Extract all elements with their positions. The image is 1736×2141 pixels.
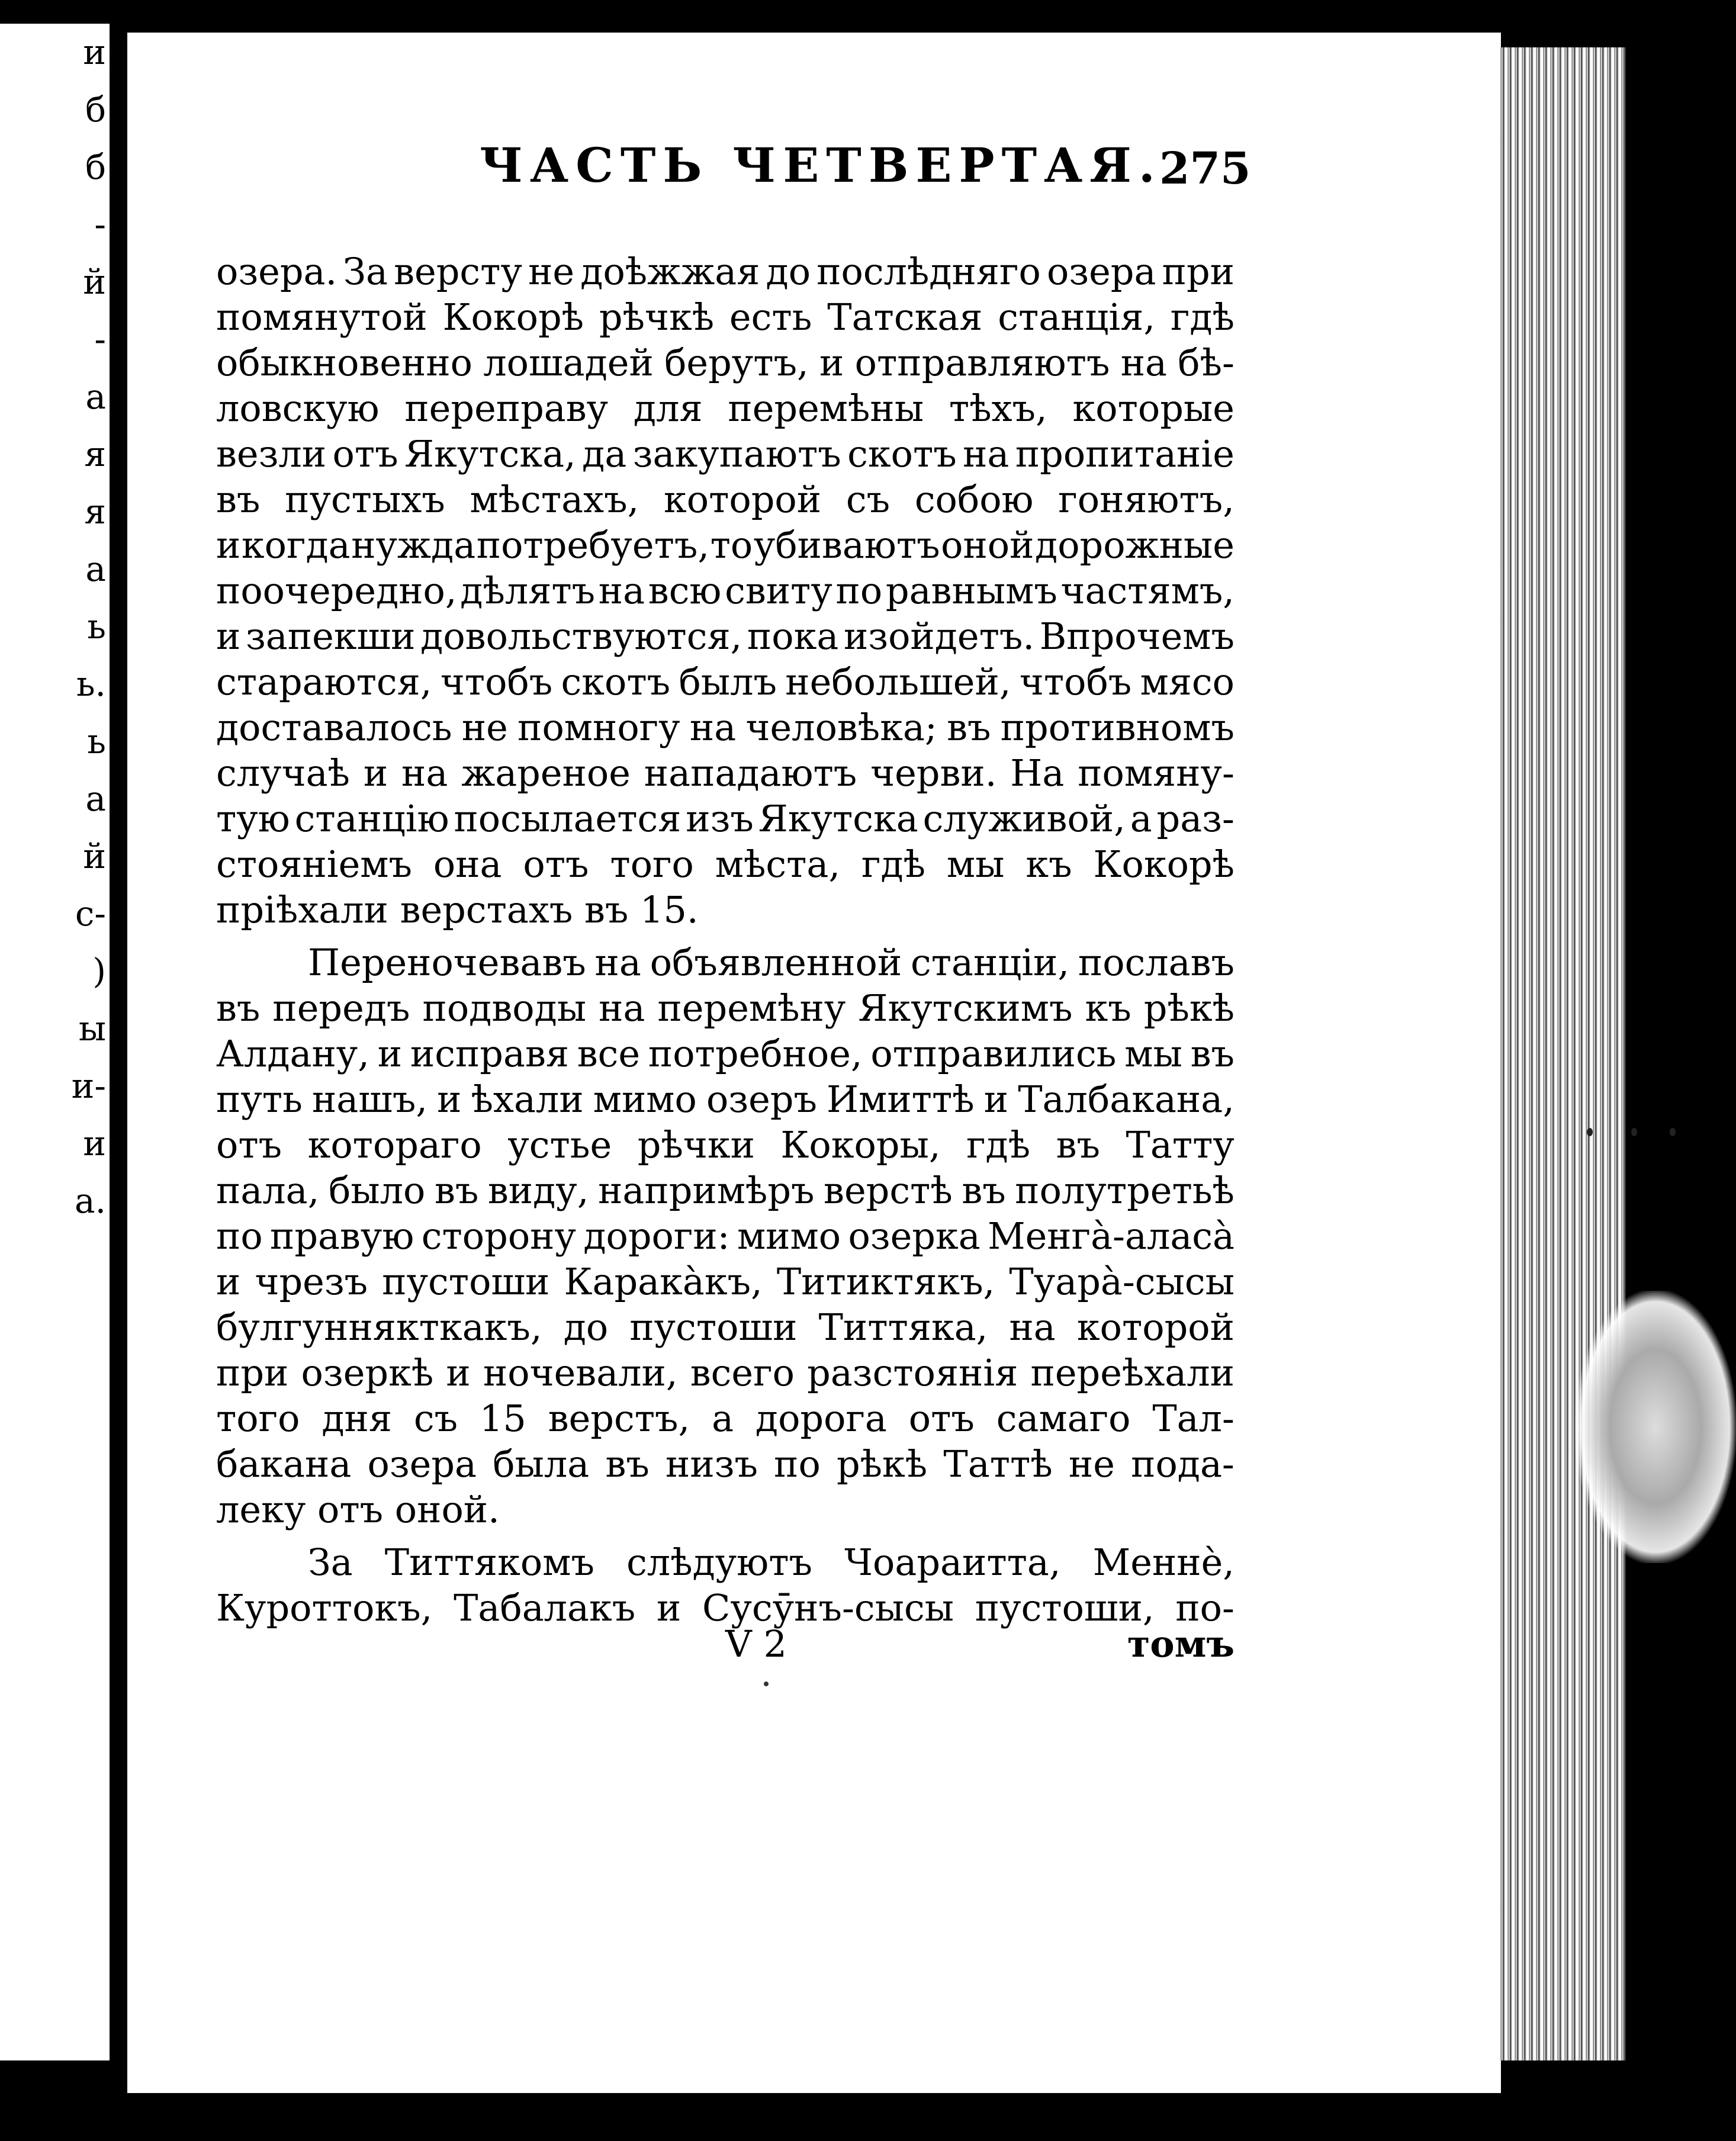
text-line: леку отъ оной. — [216, 1488, 500, 1531]
text-line: озера. За версту не доѣжжая до послѣдняго озера при — [216, 250, 1235, 293]
text-line: случаѣ и на жареное нападаютъ черви. На помяну- — [216, 751, 1235, 795]
ink-speck — [1670, 1128, 1676, 1136]
running-title: ЧАСТЬ ЧЕТВЕРТАЯ. — [480, 137, 1162, 193]
text-line: За Титтякомъ слѣдуютъ Чоараитта, Меннè, — [308, 1541, 1235, 1584]
paper-stain — [1575, 1291, 1736, 1563]
text-line: и чрезъ пустоши Каракàкъ, Титиктякъ, Туарà-сысы — [216, 1260, 1235, 1303]
text-line: въ передъ подводы на перемѣну Якутскимъ къ рѣкѣ — [216, 986, 1235, 1030]
margin-fragment: а — [85, 377, 106, 417]
margin-fragment: - — [94, 204, 106, 245]
margin-fragment: б — [85, 147, 106, 187]
text-line: Куроттокъ, Табалакъ и Сусӯнъ-сысы пустоши, по- — [216, 1586, 1235, 1629]
text-line: пріѣхали верстахъ въ 15. — [216, 888, 699, 931]
text-line: и запекши довольствуются, пока изойдетъ. Впрочемъ — [216, 615, 1235, 658]
margin-fragment: и — [83, 32, 106, 72]
margin-fragment: я — [84, 434, 106, 474]
page-header — [343, 114, 1291, 194]
margin-fragment: ь — [87, 721, 106, 761]
body-text — [216, 249, 1235, 1631]
text-line: Переночевавъ на объявленной станціи, пославъ — [308, 941, 1235, 984]
text-line: помянутой Кокорѣ рѣчкѣ есть Татская станція, гдѣ — [216, 295, 1235, 339]
margin-fragment: б — [85, 89, 106, 130]
margin-fragment: и- — [71, 1066, 106, 1106]
catchword: томъ — [1127, 1622, 1235, 1666]
margin-fragment: а — [85, 549, 106, 589]
page-fore-edge — [1498, 47, 1625, 2060]
margin-fragment: ь. — [76, 664, 106, 704]
book-gutter — [110, 0, 127, 2141]
text-line: стараются, чтобъ скотъ былъ небольшей, чтобъ мясо — [216, 660, 1235, 703]
text-line: поочередно, дѣлятъ на всю свиту по равнымъ частямъ, — [216, 569, 1235, 612]
text-line: при озеркѣ и ночевали, всего разстоянія переѣхали — [216, 1351, 1235, 1394]
text-line: стояніемъ она отъ того мѣста, гдѣ мы къ Кокорѣ — [216, 843, 1235, 886]
left-facing-page — [0, 24, 113, 2060]
margin-fragment: ь — [87, 606, 106, 647]
margin-fragment: с- — [75, 893, 106, 934]
ink-dot — [764, 1682, 769, 1686]
text-line: по правую сторону дороги: мимо озерка Менгà-аласà — [216, 1214, 1235, 1258]
text-line: бакана озера была въ низъ по рѣкѣ Таттѣ не пода- — [216, 1442, 1235, 1486]
text-line: въ пустыхъ мѣстахъ, которой съ собою гоняютъ, — [216, 478, 1235, 521]
margin-fragment: а. — [74, 1181, 106, 1221]
text-line: Алдану, и исправя все потребное, отправились мы въ — [216, 1032, 1235, 1075]
text-line: того дня съ 15 верстъ, а дорога отъ самаго Тал- — [216, 1397, 1235, 1440]
text-line: тую станцію посылается изъ Якутска служивой, а раз- — [216, 797, 1235, 840]
text-line: пала, было въ виду, напримѣръ верстѣ въ полутретьѣ — [216, 1169, 1235, 1212]
text-line: обыкновенно лошадей берутъ, и отправляютъ на бѣ- — [216, 341, 1235, 384]
margin-fragment: й — [83, 836, 106, 876]
margin-fragment: й — [83, 262, 106, 302]
text-line: ловскую переправу для перемѣны тѣхъ, которые — [216, 387, 1235, 430]
margin-fragment: я — [84, 491, 106, 532]
text-line: булгуннякткакъ, до пустоши Титтяка, на которой — [216, 1306, 1235, 1349]
page-number: 275 — [1159, 143, 1251, 194]
text-line: путь нашъ, и ѣхали мимо озеръ Имиттѣ и Талбакана, — [216, 1078, 1235, 1121]
left-page-margin-fragments — [70, 24, 106, 1230]
signature-mark: V 2 — [725, 1622, 787, 1666]
margin-fragment: ы — [78, 1008, 106, 1049]
margin-fragment: и — [83, 1123, 106, 1163]
page-footer — [216, 1622, 1235, 1670]
margin-fragment: ) — [92, 951, 106, 991]
margin-fragment: - — [94, 319, 106, 359]
ink-speck — [1587, 1128, 1593, 1136]
ink-speck — [1631, 1128, 1637, 1136]
text-line: доставалось не помногу на человѣка; въ противномъ — [216, 706, 1235, 749]
text-line: отъ котораго устье рѣчки Кокоры, гдѣ въ Татту — [216, 1123, 1235, 1166]
margin-fragment: а — [85, 779, 106, 819]
text-line: и когда нужда потребуетъ, то убиваютъ оной дорожные — [216, 523, 1235, 567]
text-line: везли отъ Якутска, да закупаютъ скотъ на пропитаніе — [216, 432, 1235, 475]
